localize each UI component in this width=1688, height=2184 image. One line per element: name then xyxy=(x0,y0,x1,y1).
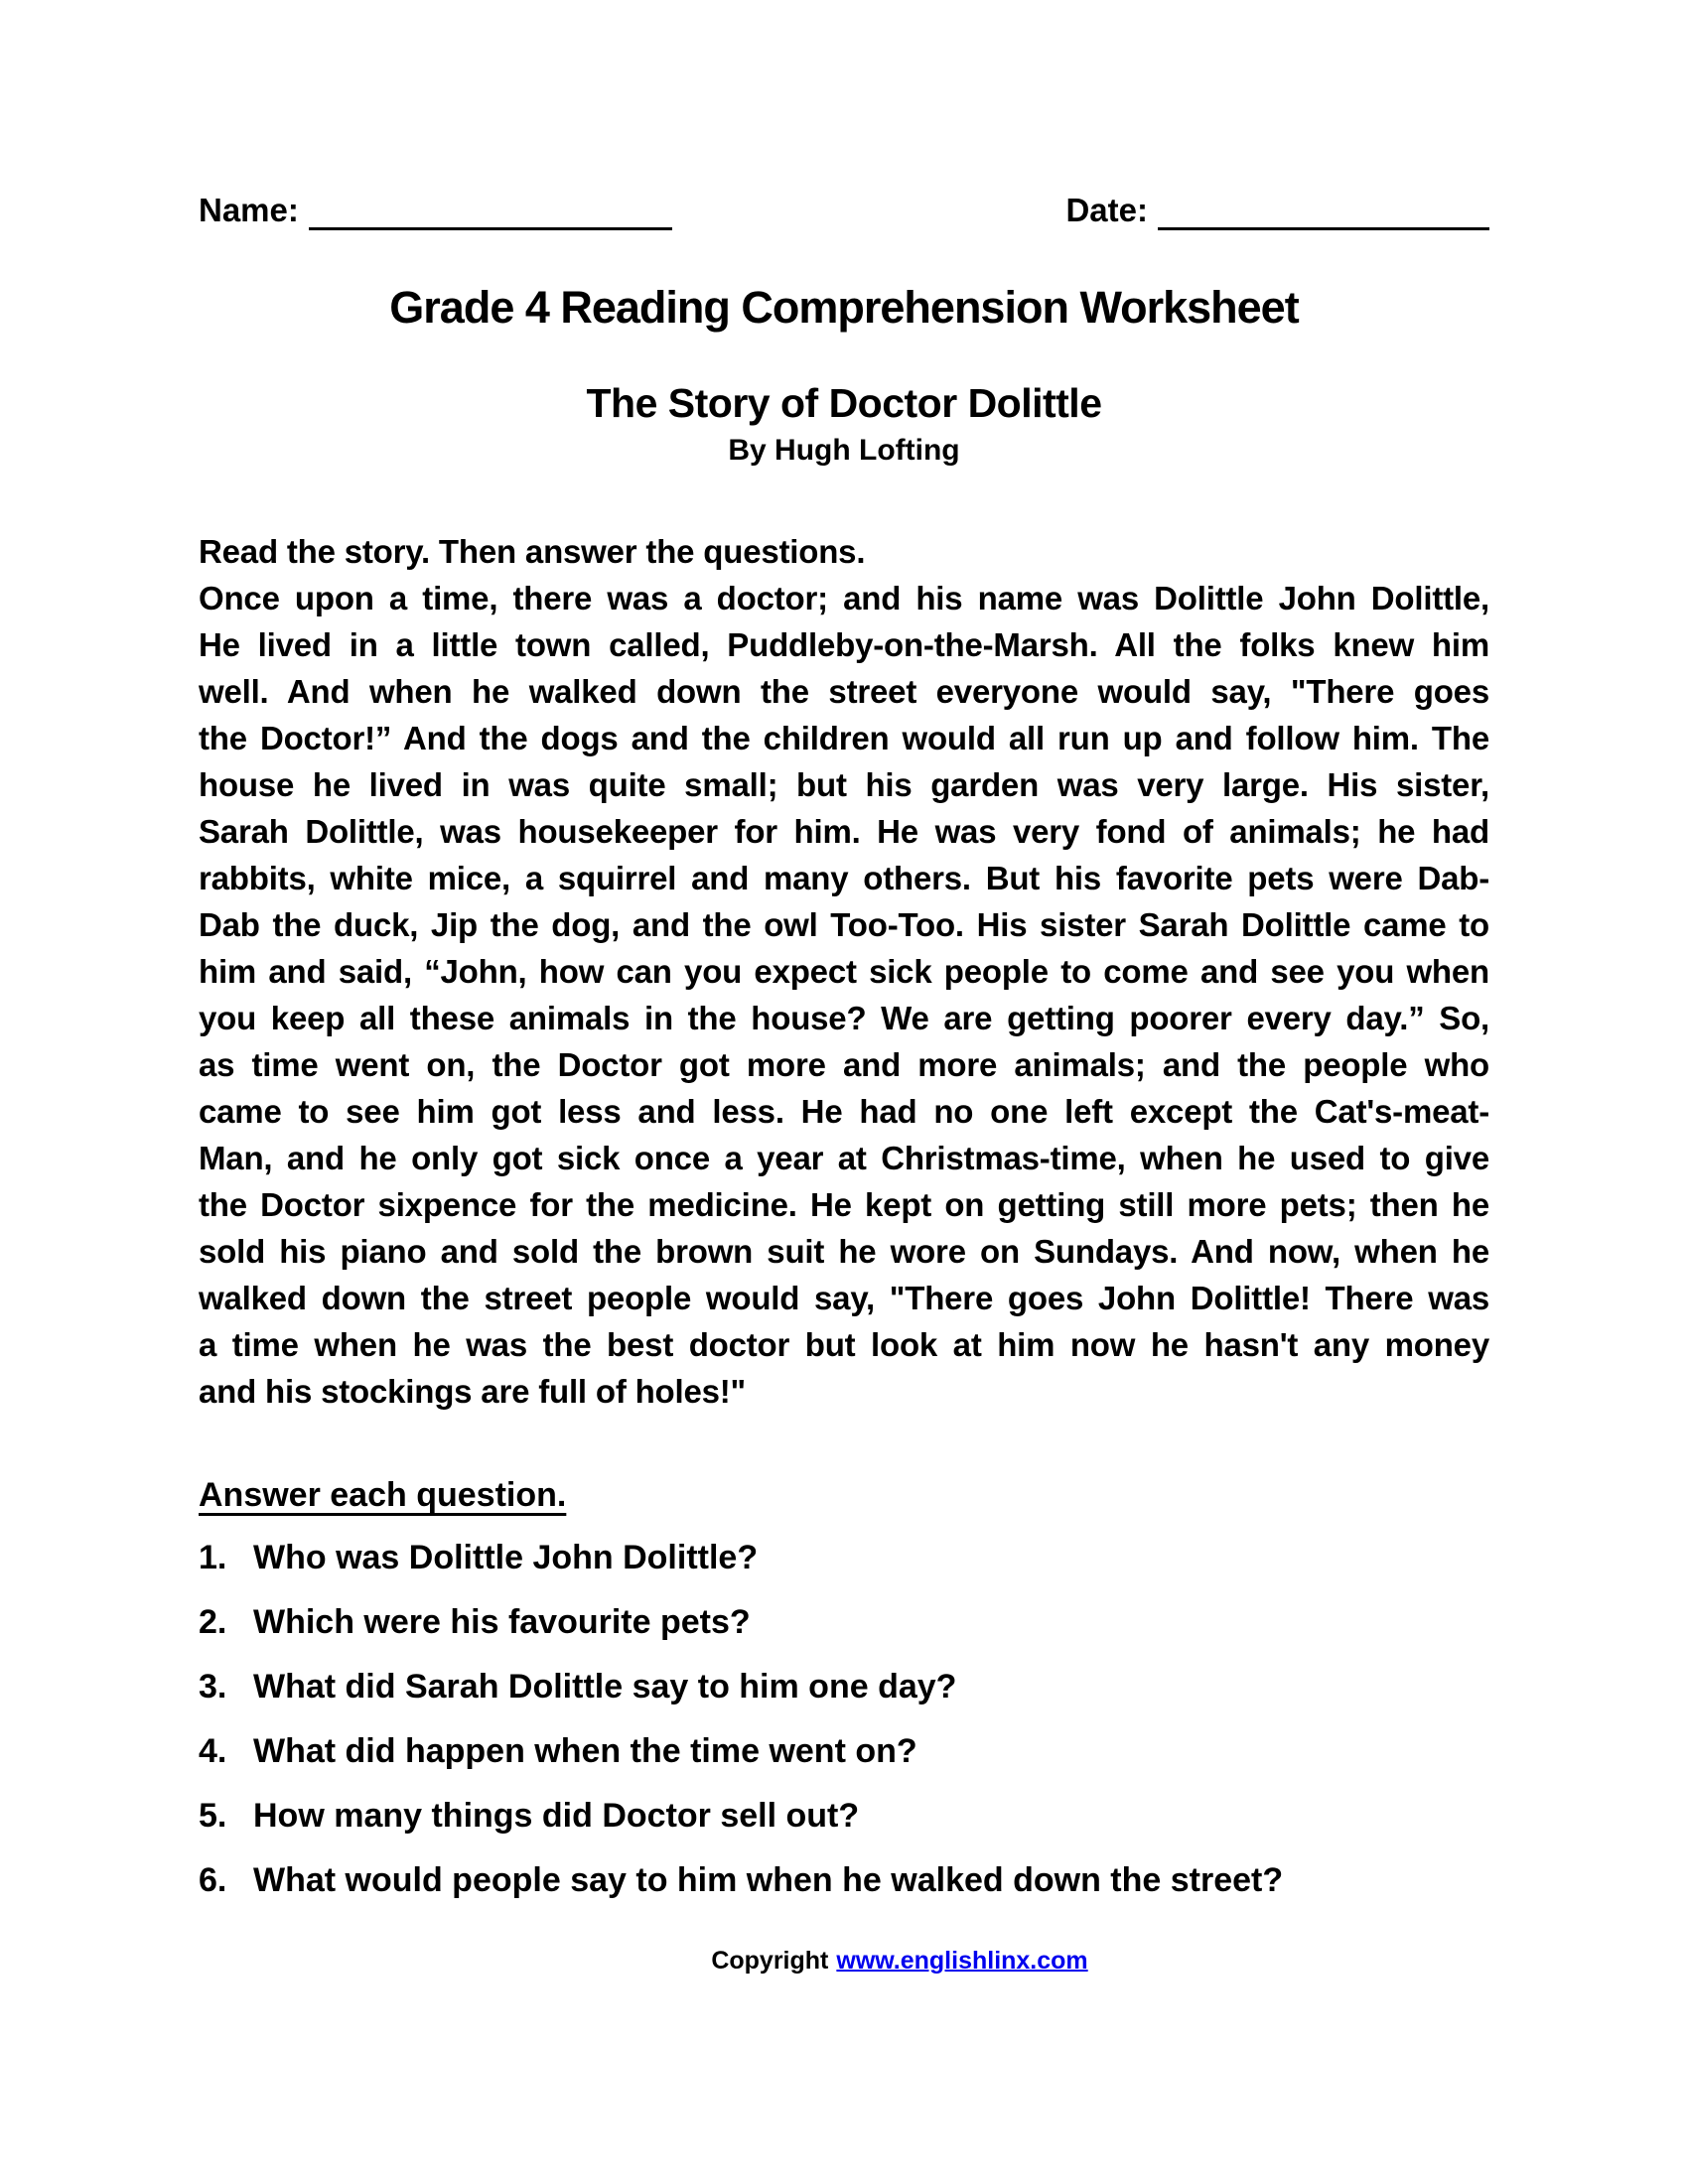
question-text: How many things did Doctor sell out? xyxy=(253,1797,860,1835)
name-date-row xyxy=(199,191,1489,230)
story-line: He lived in a little town called, Puddleby-on-the-Marsh. All the folks knew him xyxy=(199,626,1489,663)
name-blank-line xyxy=(309,194,672,230)
date-label: Date: xyxy=(1065,192,1148,228)
name-label: Name: xyxy=(199,192,299,228)
question-number: 6. xyxy=(199,1861,227,1899)
story-line: walked down the street people would say, "There goes John Dolittle! There was xyxy=(199,1280,1489,1316)
story-line: house he lived in was quite small; but his garden was very large. His sister, xyxy=(199,766,1489,803)
story-line: and his stockings are full of holes!" xyxy=(199,1373,747,1410)
question-item xyxy=(199,1664,1489,1710)
story-title: The Story of Doctor Dolittle xyxy=(586,380,1102,426)
page-title: Grade 4 Reading Comprehension Worksheet xyxy=(389,282,1299,333)
story-paragraph xyxy=(199,528,1489,1415)
story-line: rabbits, white mice, a squirrel and many others. But his favorite pets were Dab- xyxy=(199,860,1489,896)
question-item xyxy=(199,1535,1489,1581)
footer xyxy=(254,1946,1545,1976)
question-item xyxy=(199,1857,1489,1904)
date-field-group xyxy=(1065,191,1489,230)
story-line: Dab the duck, Jip the dog, and the owl Too-Too. His sister Sarah Dolittle came to xyxy=(199,906,1489,943)
instructions-line: Read the story. Then answer the questions. xyxy=(199,533,866,570)
story-line: you keep all these animals in the house? We are getting poorer every day.” So, xyxy=(199,1000,1489,1036)
story-line: a time when he was the best doctor but look at him now he hasn't any money xyxy=(199,1326,1489,1363)
question-number: 4. xyxy=(199,1732,227,1770)
story-line: Once upon a time, there was a doctor; and his name was Dolittle John Dolittle, xyxy=(199,580,1489,616)
question-number: 1. xyxy=(199,1539,227,1576)
story-line: him and said, “John, how can you expect sick people to come and see you when xyxy=(199,953,1489,990)
story-line: well. And when he walked down the street everyone would say, "There goes xyxy=(199,673,1489,710)
question-text: Which were his favourite pets? xyxy=(253,1603,751,1641)
story-line: the Doctor!” And the dogs and the children would all run up and follow him. The xyxy=(199,720,1489,756)
question-item xyxy=(199,1599,1489,1646)
question-text: What did happen when the time went on? xyxy=(253,1732,917,1770)
story-line: sold his piano and sold the brown suit he wore on Sundays. And now, when he xyxy=(199,1233,1489,1270)
question-text: What would people say to him when he walked down the street? xyxy=(253,1861,1284,1899)
questions-heading: Answer each question. xyxy=(199,1476,567,1514)
question-number: 2. xyxy=(199,1603,227,1641)
story-line: as time went on, the Doctor got more and more animals; and the people who xyxy=(199,1046,1489,1083)
story-line: came to see him got less and less. He had no one left except the Cat's-meat- xyxy=(199,1093,1489,1130)
date-blank-line xyxy=(1158,194,1489,230)
question-item xyxy=(199,1793,1489,1840)
questions-list xyxy=(199,1535,1489,1904)
question-number: 3. xyxy=(199,1668,227,1706)
name-field-group xyxy=(199,191,672,230)
question-text: What did Sarah Dolittle say to him one day? xyxy=(253,1668,957,1706)
story-line: the Doctor sixpence for the medicine. He kept on getting still more pets; then he xyxy=(199,1186,1489,1223)
question-item xyxy=(199,1728,1489,1775)
story-line: Sarah Dolittle, was housekeeper for him. He was very fond of animals; he had xyxy=(199,813,1489,850)
copyright-label: Copyright xyxy=(711,1947,829,1975)
copyright-link[interactable]: www.englishlinx.com xyxy=(836,1947,1088,1975)
story-author: By Hugh Lofting xyxy=(728,434,960,467)
story-line: Man, and he only got sick once a year at Christmas-time, when he used to give xyxy=(199,1140,1489,1176)
question-text: Who was Dolittle John Dolittle? xyxy=(253,1539,759,1576)
question-number: 5. xyxy=(199,1797,227,1835)
